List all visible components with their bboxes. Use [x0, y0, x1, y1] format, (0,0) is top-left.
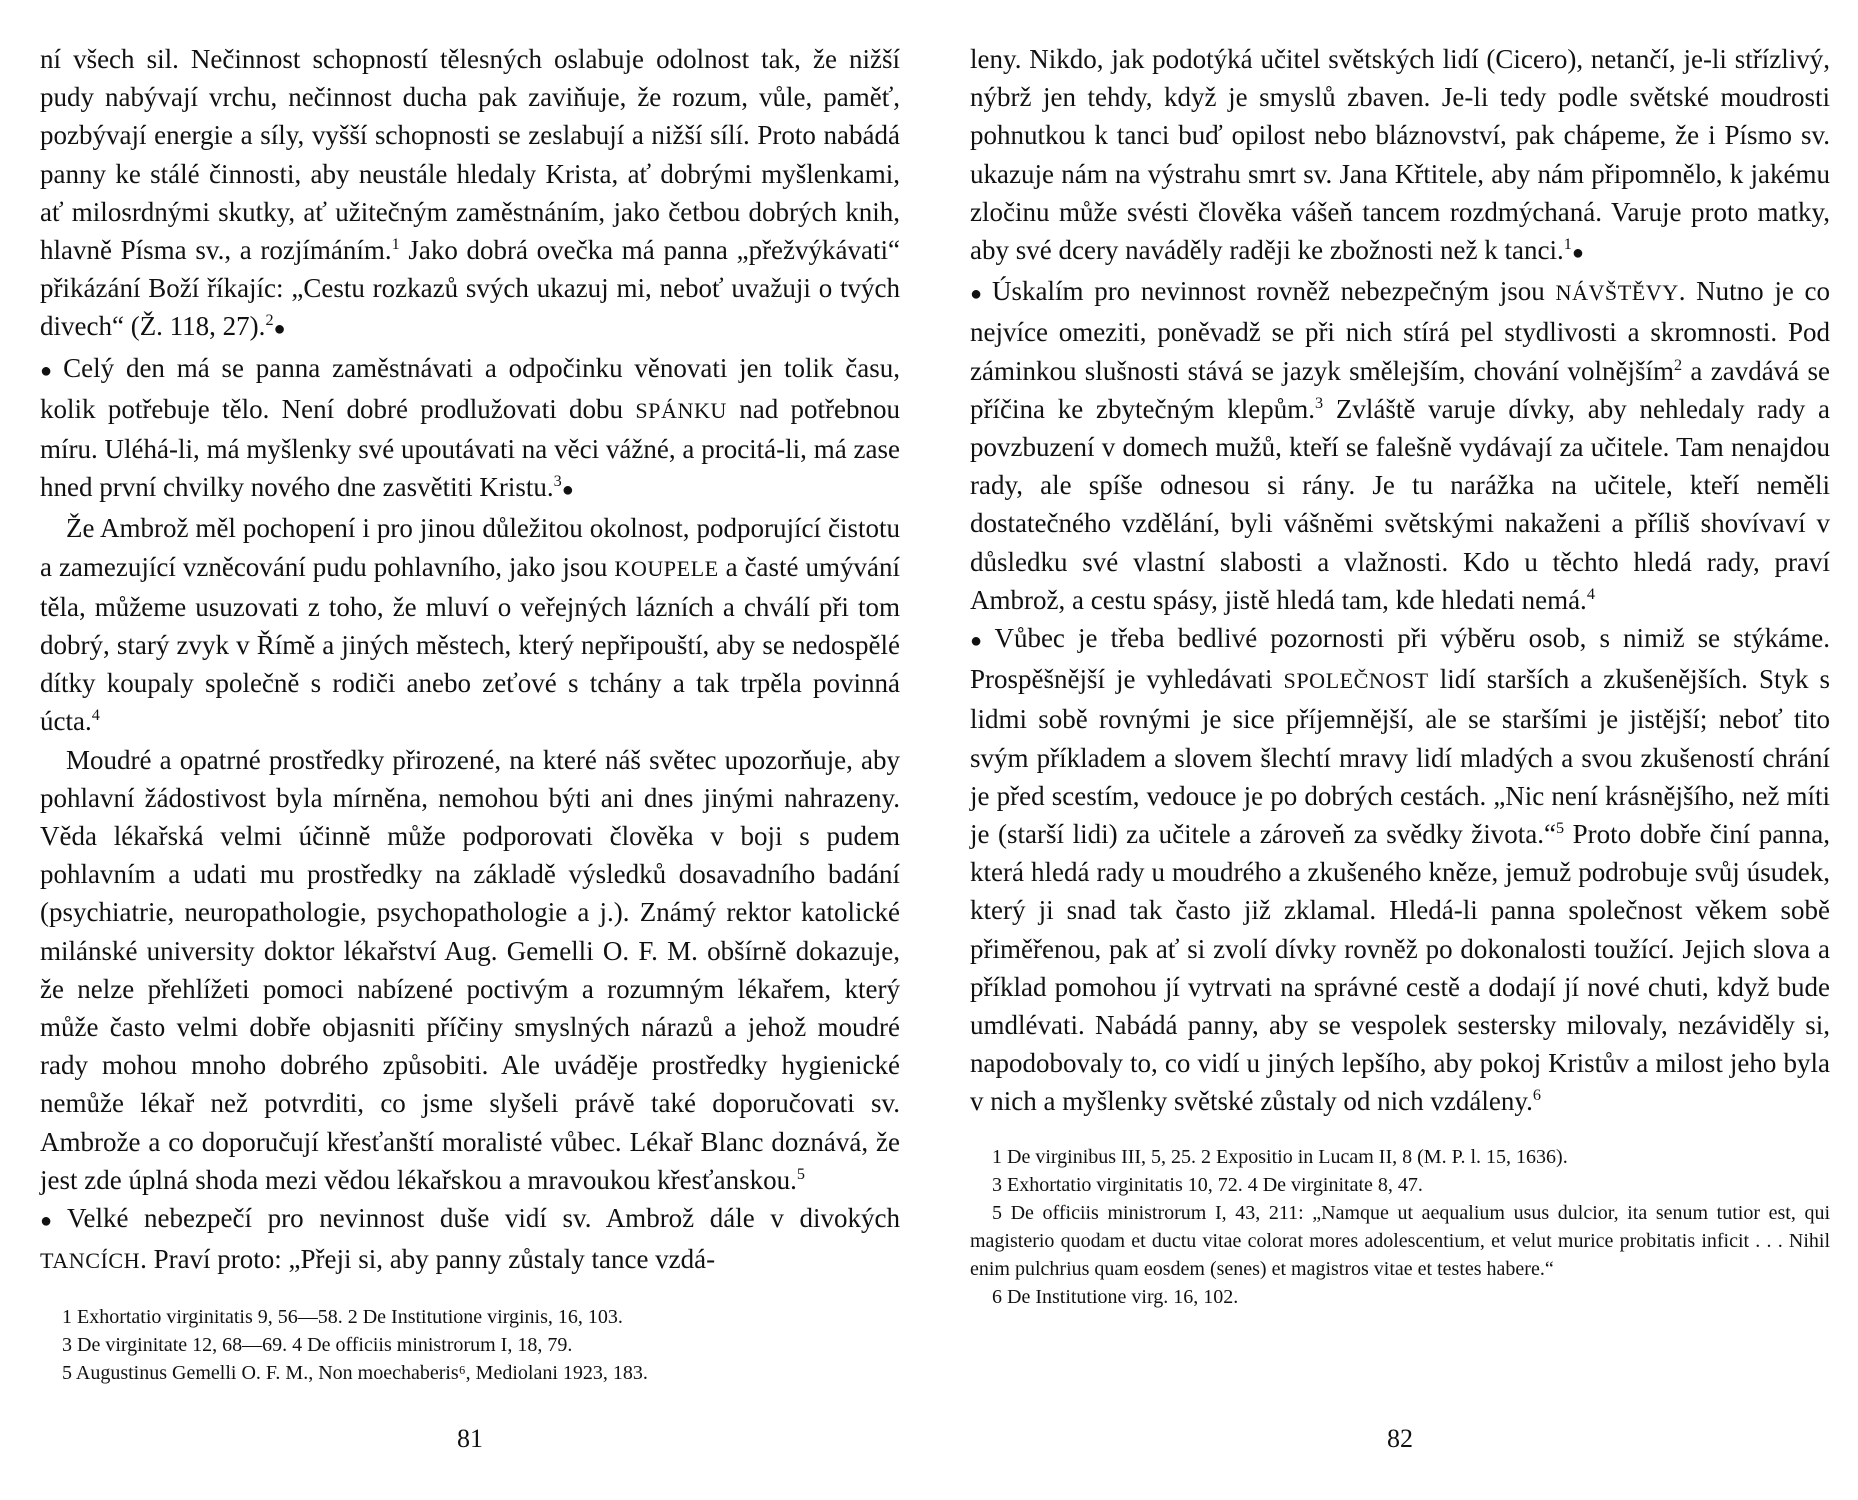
text-run: leny. Nikdo, jak podotýká učitel světských lidí (Cicero), netančí, je-li střízlivý, nýbrž jen tehdy, když je smyslů zbaven. Je-li tedy podle světské moudrosti pohnutkou k tanci buď opilost nebo bláznovství, pak chápeme, že i Písmo sv. ukazuje nám na výstrahu smrt sv. Jana Křtitele, aby nám připomnělo, k jakému zločinu může svésti člověka vášeň tancem rozdmýchaná. Varuje proto matky, aby své dcery naváděly raději ke zbožnosti než k tanci. — [970, 44, 1830, 266]
body-paragraph — [40, 349, 900, 510]
body-paragraph — [970, 619, 1830, 1121]
footnote: 5 De officiis ministrorum I, 43, 211: „Namque ut aequalium usus dulcior, ita senum tutior est, qui magisterio quodam et ductu vitae colorat mores adolescentium, et velut murice probitatis inficit . . . Nihil enim pulchrius quam eosdem (senes) et magistros vitae et testes habere.“ — [970, 1201, 1830, 1280]
right-page — [970, 40, 1830, 1311]
footnote-reference: 1 — [391, 235, 400, 254]
footnote: 5 Augustinus Gemelli O. F. M., Non moechaberis⁶, Mediolani 1923, 183. — [62, 1361, 648, 1384]
text-run: . Nutno je co nejvíce omeziti, poněvadž se při nich stírá pel stydlivosti a skromnosti. Pod záminkou slušnosti stává se jazyk smělejším, chování volnějším — [970, 276, 1830, 386]
text-run: Velké nebezpečí pro nevinnost duše vidí sv. Ambrož dále v divokých — [66, 1203, 900, 1234]
body-paragraph — [970, 272, 1830, 619]
page-number-left: 81 — [457, 1424, 483, 1453]
footnote-reference: 6 — [1532, 1086, 1541, 1105]
text-run: lidí starších a zkušenějších. Styk s lidmi sobě rovnými je sice příjemnější, ale se staršími je jistější; neboť tito svým příkladem a slovem šlechtí mravy lidí mladých a svou zkušeností chrání je před scestím, vedouce je po dobrých cestách. „Nic není krásnějšího, než míti je (starší lidi) za učitele a zároveň za svědky života.“ — [970, 664, 1830, 850]
bullet-mark-icon: ● — [40, 359, 58, 382]
footnote-reference: 4 — [91, 706, 100, 725]
right-footnotes — [970, 1143, 1830, 1311]
body-paragraph — [40, 40, 900, 349]
footnote-reference: 3 — [553, 472, 562, 491]
footnote: 1 Exhortatio virginitatis 9, 56—58. 2 De Institutione virginis, 16, 103. — [62, 1305, 623, 1328]
footnote-reference: 3 — [1315, 393, 1324, 412]
right-body-text — [970, 40, 1830, 1121]
footnote-reference: 1 — [1563, 235, 1572, 254]
small-caps-keyword: KOUPELE — [614, 555, 719, 581]
small-caps-keyword: NÁVŠTĚVY — [1555, 280, 1679, 306]
text-run: a časté umývání těla, můžeme usuzovati z toho, že mluví o veřejných lázních a chválí při tom dobrý, starý zvyk v Římě a jiných městech, který nepřipouští, aby se nedospělé dítky koupaly společně s rodiči anebo zeťové s tchány a tak trpěla povinná úcta. — [40, 551, 900, 737]
text-run: Moudré a opatrné prostředky přirozené, na které náš světec upozorňuje, aby pohlavní žádostivost byla mírněna, nemohou býti ani dnes jinými nahrazeny. Věda lékařská velmi účinně může podporovati člověka v boji s pudem pohlavním a udati mu prostředky na základě výsledků dosavadního badání (psychiatrie, neuropathologie, psychopathologie a j.). Známý rektor katolické milánské university doktor lékařství Aug. Gemelli O. F. M. obšírně dokazuje, že nelze přehlížeti pomoci nabízené poctivým a rozumným lékařem, který může často velmi dobře objasniti příčiny smyslných nárazů a jehož moudré rady mohou mnoho dobrého způsobiti. Ale uváděje prostředky hygienické nemůže lékař než potvrditi, co jsme slyšeli právě také doporučovati sv. Ambrože a co doporučují křesťanští moralisté vůbec. Lékař Blanc doznává, že jest zde úplná shoda mezi vědou lékařskou a mravoukou křesťanskou. — [40, 744, 900, 1195]
text-run: Jako dobrá ovečka má panna „přežvýkávati“ přikázání Boží říkajíc: „Cestu rozkazů svých ukazuj mi, neboť uvažuji o tvých divech“ (Ž. 118, 27). — [40, 235, 900, 342]
text-run: Vůbec je třeba bedlivé pozornosti při výběru osob, s nimiž se stýkáme. Prospěšnější je vyhledávati — [970, 623, 1830, 695]
bullet-mark-icon: ● — [970, 630, 989, 653]
small-caps-keyword: SPOLEČNOST — [1283, 668, 1429, 694]
footnote: 1 De virginibus III, 5, 25. 2 Expositio in Lucam II, 8 (M. P. l. 15, 1636). — [992, 1145, 1568, 1168]
text-run: Proto dobře činí panna, která hledá rady u moudrého a zkušeného kněze, jemuž podrobuje svůj úsudek, který ji snad tak často již zklamal. Hledá-li panna společnost věkem sobě přiměřenou, pak ať si zvolí dívky rovněž po dokonalosti toužící. Jejich slova a příklad pomohou jí vytrvati na správné cestě a dodají jí nové chuti, když bude umdlévati. Nabádá panny, aby se vespolek sestersky milovaly, nezáviděly si, napodobovaly to, co vidí u jiných lepšího, aby pokoj Kristův a milost jeho byla v nich a myšlenky světské zůstaly od nich vzdáleny. — [970, 819, 1830, 1117]
page-number-right: 82 — [1387, 1424, 1413, 1453]
left-body-text — [40, 40, 900, 1281]
body-paragraph — [40, 1199, 900, 1280]
text-run: nad potřebnou míru. Uléhá-li, má myšlenky své upoutávati na věci vážné, a procitá-li, má zase hned první chvilky nového dne zasvětiti Kristu. — [40, 393, 901, 503]
left-page — [40, 40, 900, 1387]
text-run: ní všech sil. Nečinnost schopností tělesných oslabuje odolnost tak, že nižší pudy nabývají vrchu, nečinnost ducha pak zaviňuje, že rozum, vůle, paměť, pozbývají energie a síly, vyšší schopnosti se zeslabují a nižší sílí. Proto nabádá panny ke stálé činnosti, aby neustále hledaly Krista, ať dobrými myšlenkami, ať milosrdnými skutky, ať užitečným zaměstnáním, jako četbou dobrých knih, hlavně Písma sv., a rozjímáním. — [40, 44, 900, 266]
footnote-reference: 2 — [265, 311, 274, 330]
body-paragraph — [40, 509, 900, 740]
text-run: a zavdává se příčina ke zbytečným klepům. — [970, 355, 1830, 424]
small-caps-keyword: SPÁNKU — [635, 397, 727, 423]
text-run: Že Ambrož měl pochopení i pro jinou důležitou okolnost, podporující čistotu a zamezující vzněcování pudu pohlavního, jako jsou — [40, 513, 900, 582]
footnote: 3 Exhortatio virginitatis 10, 72. 4 De virginitate 8, 47. — [992, 1173, 1423, 1196]
text-run: . Praví proto: „Přeji si, aby panny zůstaly tance vzdá- — [140, 1244, 716, 1275]
footnote-reference: 2 — [1673, 355, 1683, 374]
bullet-mark-icon: ● — [970, 283, 987, 306]
bullet-mark-icon: ● — [561, 479, 574, 502]
left-footnotes — [40, 1303, 900, 1387]
footnote: 3 De virginitate 12, 68—69. 4 De officiis ministrorum I, 18, 79. — [62, 1333, 573, 1356]
footnote-reference: 5 — [1555, 819, 1565, 838]
small-caps-keyword: TANCÍCH — [40, 1248, 141, 1274]
footnote: 6 De Institutione virg. 16, 102. — [992, 1285, 1239, 1308]
text-run: Zvláště varuje dívky, aby nehledaly rady a povzbuzení v domech mužů, kteří se falešně vydávají za učitele. Tam nenajdou rady, ale spíše odnesou si rány. Je tu narážka na učitele, kteří neměli dostatečného vzdělání, byli vášněmi světskými nakaženi a příliš shovívaví v důsledku své vlastní slabosti a vlažnosti. Kdo u těchto hledá rady, praví Ambrož, a cestu spásy, jistě hledá tam, kde hledati nemá. — [970, 393, 1831, 615]
bullet-mark-icon: ● — [1571, 242, 1584, 265]
bullet-mark-icon: ● — [273, 318, 286, 341]
body-paragraph — [970, 40, 1830, 272]
bullet-mark-icon: ● — [40, 1210, 61, 1233]
body-paragraph — [40, 741, 900, 1199]
text-run: Celý den má se panna zaměstnávati a odpočinku věnovati jen tolik času, kolik potřebuje tělo. Není dobré prodlužovati dobu — [40, 352, 900, 424]
footnote-reference: 4 — [1586, 584, 1595, 603]
text-run: Úskalím pro nevinnost rovněž nebezpečným jsou — [992, 276, 1556, 307]
footnote-reference: 5 — [796, 1164, 805, 1183]
